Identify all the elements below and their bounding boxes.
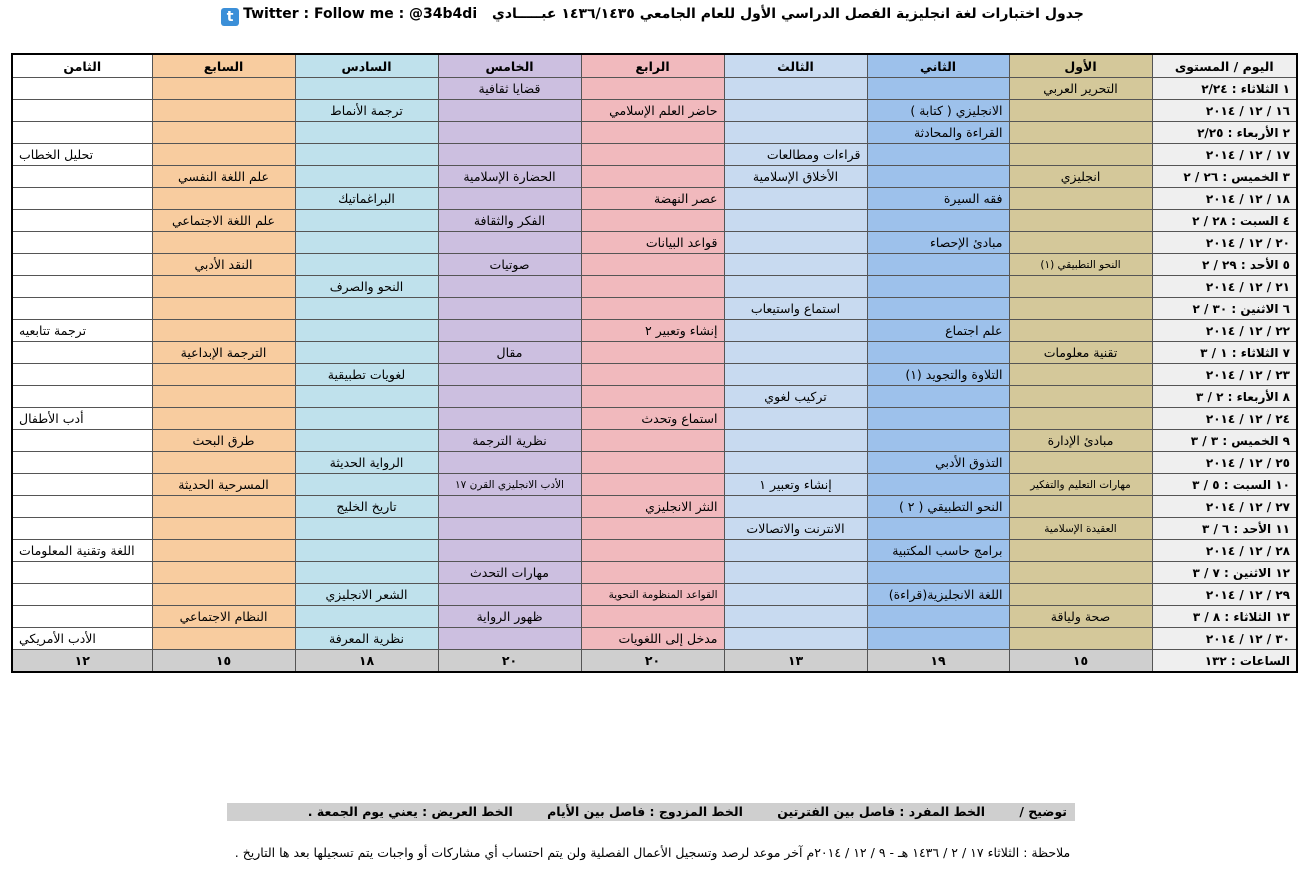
exam-cell-level-1: [1009, 584, 1152, 606]
exam-cell-level-5: [438, 320, 581, 342]
day-label: ١٢ الاثنين : ٧ / ٣: [1152, 562, 1297, 584]
hours-level-3: ١٣: [724, 650, 867, 673]
exam-cell-level-1: [1009, 540, 1152, 562]
exam-cell-level-2: [867, 144, 1009, 166]
exam-cell-level-8: [12, 276, 152, 298]
exam-cell-level-4: عصر النهضة: [581, 188, 724, 210]
day-date: ٢٨ / ١٢ / ٢٠١٤: [1152, 540, 1297, 562]
exam-cell-level-7: النقد الأدبي: [152, 254, 295, 276]
exam-cell-level-3: [724, 562, 867, 584]
day-3-period-2: [12, 188, 1297, 210]
day-7-period-1: [12, 342, 1297, 364]
exam-cell-level-5: [438, 496, 581, 518]
exam-cell-level-1: العقيدة الإسلامية: [1009, 518, 1152, 540]
day-label: ٦ الاثنين : ٣٠ / ٢: [1152, 298, 1297, 320]
exam-cell-level-7: [152, 276, 295, 298]
day-6-period-2: [12, 320, 1297, 342]
hours-total-label: الساعات : ١٣٢: [1152, 650, 1297, 673]
day-5-period-1: [12, 254, 1297, 276]
day-5-period-2: [12, 276, 1297, 298]
exam-cell-level-6: [295, 210, 438, 232]
exam-cell-level-4: القواعد المنظومة النحوية: [581, 584, 724, 606]
exam-cell-level-3: الأخلاق الإسلامية: [724, 166, 867, 188]
day-date: ٢٢ / ١٢ / ٢٠١٤: [1152, 320, 1297, 342]
exam-cell-level-1: انجليزي: [1009, 166, 1152, 188]
exam-cell-level-8: ترجمة تتابعيه: [12, 320, 152, 342]
exam-cell-level-7: علم اللغة النفسي: [152, 166, 295, 188]
exam-cell-level-7: [152, 628, 295, 650]
day-11-period-2: [12, 540, 1297, 562]
day-label: ٧ الثلاثاء : ١ / ٣: [1152, 342, 1297, 364]
col-header-level-8: الثامن: [12, 54, 152, 78]
exam-cell-level-2: [867, 386, 1009, 408]
col-header-level-1: الأول: [1009, 54, 1152, 78]
exam-cell-level-4: [581, 78, 724, 100]
exam-cell-level-5: مقال: [438, 342, 581, 364]
exam-cell-level-8: [12, 166, 152, 188]
exam-cell-level-3: تركيب لغوي: [724, 386, 867, 408]
exam-cell-level-6: [295, 474, 438, 496]
exam-cell-level-5: [438, 408, 581, 430]
exam-cell-level-7: [152, 518, 295, 540]
exam-cell-level-4: [581, 298, 724, 320]
day-label: ٨ الأربعاء : ٢ / ٣: [1152, 386, 1297, 408]
legend-bold-line: الخط العريض : يعني يوم الجمعة .: [307, 804, 513, 819]
exam-cell-level-1: تقنية معلومات: [1009, 342, 1152, 364]
exam-cell-level-6: نظرية المعرفة: [295, 628, 438, 650]
day-label: ١١ الأحد : ٦ / ٣: [1152, 518, 1297, 540]
exam-cell-level-7: [152, 364, 295, 386]
exam-cell-level-7: [152, 386, 295, 408]
day-date: ٢٥ / ١٢ / ٢٠١٤: [1152, 452, 1297, 474]
exam-cell-level-3: [724, 452, 867, 474]
exam-cell-level-8: أدب الأطفال: [12, 408, 152, 430]
legend-single-line: الخط المفرد : فاصل بين الفترتين: [777, 804, 985, 819]
note: ملاحظة : الثلاثاء ١٧ / ٢ / ١٤٣٦ هـ - ٩ / ١٢ / ٢٠١٤م آخر موعد لرصد وتسجيل الأعمال الفصلية ولن يتم احتساب أي مشاركات أو واجبات يتم تسجيلها بعد ها التاريخ .: [234, 845, 1071, 860]
day-date: ١٦ / ١٢ / ٢٠١٤: [1152, 100, 1297, 122]
exam-cell-level-8: [12, 452, 152, 474]
exam-cell-level-2: التلاوة والتجويد (١): [867, 364, 1009, 386]
exam-cell-level-4: [581, 166, 724, 188]
exam-cell-level-8: [12, 232, 152, 254]
exam-cell-level-5: صوتيات: [438, 254, 581, 276]
exam-cell-level-7: [152, 562, 295, 584]
exam-cell-level-4: [581, 606, 724, 628]
day-date: ٢٤ / ١٢ / ٢٠١٤: [1152, 408, 1297, 430]
exam-cell-level-6: الشعر الانجليزي: [295, 584, 438, 606]
exam-cell-level-1: [1009, 628, 1152, 650]
hours-level-4: ٢٠: [581, 650, 724, 673]
exam-cell-level-3: [724, 232, 867, 254]
exam-cell-level-8: [12, 430, 152, 452]
exam-cell-level-2: [867, 342, 1009, 364]
exam-cell-level-6: [295, 122, 438, 144]
hours-level-1: ١٥: [1009, 650, 1152, 673]
exam-schedule-table: [11, 53, 1298, 673]
exam-cell-level-3: [724, 364, 867, 386]
exam-cell-level-7: [152, 188, 295, 210]
col-header-level-2: الثاني: [867, 54, 1009, 78]
exam-cell-level-7: [152, 408, 295, 430]
day-label: ٢ الأربعاء : ٢/٢٥: [1152, 122, 1297, 144]
day-13-period-1: [12, 606, 1297, 628]
day-label: ٥ الأحد : ٢٩ / ٢: [1152, 254, 1297, 276]
exam-cell-level-3: [724, 430, 867, 452]
exam-cell-level-5: الأدب الانجليزي القرن ١٧: [438, 474, 581, 496]
exam-cell-level-8: اللغة وتقنية المعلومات: [12, 540, 152, 562]
exam-cell-level-3: قراءات ومطالعات: [724, 144, 867, 166]
exam-cell-level-2: [867, 78, 1009, 100]
exam-cell-level-3: [724, 100, 867, 122]
exam-cell-level-1: صحة ولياقة: [1009, 606, 1152, 628]
exam-cell-level-7: [152, 496, 295, 518]
exam-cell-level-2: [867, 276, 1009, 298]
day-7-period-2: [12, 364, 1297, 386]
exam-cell-level-1: [1009, 408, 1152, 430]
day-3-period-1: [12, 166, 1297, 188]
schedule-title: جدول اختبارات لغة انجليزية الفصل الدراسي الأول للعام الجامعي ١٤٣٦/١٤٣٥ عبـــــادي: [492, 6, 1084, 22]
exam-cell-level-2: فقه السيرة: [867, 188, 1009, 210]
exam-cell-level-3: [724, 408, 867, 430]
exam-cell-level-2: [867, 298, 1009, 320]
exam-cell-level-3: استماع واستيعاب: [724, 298, 867, 320]
exam-cell-level-4: [581, 386, 724, 408]
exam-cell-level-4: النثر الانجليزي: [581, 496, 724, 518]
exam-cell-level-8: [12, 342, 152, 364]
day-13-period-2: [12, 628, 1297, 650]
exam-cell-level-3: [724, 584, 867, 606]
day-9-period-1: [12, 430, 1297, 452]
day-9-period-2: [12, 452, 1297, 474]
exam-cell-level-6: تاريخ الخليج: [295, 496, 438, 518]
exam-cell-level-6: النحو والصرف: [295, 276, 438, 298]
exam-cell-level-7: [152, 100, 295, 122]
day-label: ١٣ الثلاثاء : ٨ / ٣: [1152, 606, 1297, 628]
exam-cell-level-7: [152, 144, 295, 166]
exam-cell-level-6: [295, 298, 438, 320]
exam-cell-level-4: [581, 122, 724, 144]
col-header-level-5: الخامس: [438, 54, 581, 78]
exam-cell-level-6: [295, 562, 438, 584]
day-date: ٢١ / ١٢ / ٢٠١٤: [1152, 276, 1297, 298]
exam-cell-level-5: [438, 452, 581, 474]
exam-cell-level-5: [438, 276, 581, 298]
exam-cell-level-8: [12, 210, 152, 232]
exam-cell-level-8: [12, 364, 152, 386]
col-header-level-7: السابع: [152, 54, 295, 78]
day-label: ٤ السبت : ٢٨ / ٢: [1152, 210, 1297, 232]
exam-cell-level-1: [1009, 232, 1152, 254]
exam-cell-level-2: برامج حاسب المكتبية: [867, 540, 1009, 562]
exam-cell-level-4: [581, 210, 724, 232]
day-4-period-2: [12, 232, 1297, 254]
exam-cell-level-3: [724, 122, 867, 144]
exam-cell-level-4: [581, 452, 724, 474]
exam-cell-level-6: [295, 518, 438, 540]
exam-cell-level-7: [152, 584, 295, 606]
exam-cell-level-2: علم اجتماع: [867, 320, 1009, 342]
exam-cell-level-5: [438, 584, 581, 606]
exam-cell-level-8: [12, 562, 152, 584]
day-date: ١٨ / ١٢ / ٢٠١٤: [1152, 188, 1297, 210]
exam-cell-level-7: النظام الاجتماعي: [152, 606, 295, 628]
exam-cell-level-1: [1009, 100, 1152, 122]
header-row: [12, 54, 1297, 78]
exam-cell-level-6: ترجمة الأنماط: [295, 100, 438, 122]
exam-cell-level-7: [152, 540, 295, 562]
exam-cell-level-8: [12, 254, 152, 276]
exam-cell-level-4: [581, 518, 724, 540]
exam-cell-level-8: [12, 298, 152, 320]
exam-cell-level-2: [867, 166, 1009, 188]
col-header-level-6: السادس: [295, 54, 438, 78]
day-6-period-1: [12, 298, 1297, 320]
exam-cell-level-7: [152, 298, 295, 320]
exam-cell-level-8: [12, 606, 152, 628]
exam-cell-level-4: مدخل إلى اللغويات: [581, 628, 724, 650]
day-date: ٢٩ / ١٢ / ٢٠١٤: [1152, 584, 1297, 606]
exam-cell-level-8: [12, 188, 152, 210]
exam-cell-level-3: [724, 254, 867, 276]
exam-cell-level-3: [724, 628, 867, 650]
exam-cell-level-2: [867, 430, 1009, 452]
exam-cell-level-3: [724, 342, 867, 364]
exam-cell-level-6: [295, 430, 438, 452]
exam-cell-level-7: [152, 122, 295, 144]
exam-cell-level-6: [295, 540, 438, 562]
day-12-period-2: [12, 584, 1297, 606]
exam-cell-level-7: [152, 232, 295, 254]
exam-cell-level-1: [1009, 452, 1152, 474]
exam-cell-level-5: [438, 100, 581, 122]
exam-cell-level-5: [438, 144, 581, 166]
exam-cell-level-5: [438, 518, 581, 540]
exam-cell-level-1: النحو التطبيقي (١): [1009, 254, 1152, 276]
exam-cell-level-8: [12, 518, 152, 540]
exam-cell-level-7: [152, 78, 295, 100]
exam-cell-level-5: ظهور الرواية: [438, 606, 581, 628]
day-date: ١٧ / ١٢ / ٢٠١٤: [1152, 144, 1297, 166]
exam-cell-level-1: [1009, 276, 1152, 298]
day-label: ١٠ السبت : ٥ / ٣: [1152, 474, 1297, 496]
exam-cell-level-8: تحليل الخطاب: [12, 144, 152, 166]
exam-cell-level-6: [295, 232, 438, 254]
day-date: ٢٧ / ١٢ / ٢٠١٤: [1152, 496, 1297, 518]
exam-cell-level-6: [295, 342, 438, 364]
exam-cell-level-6: [295, 78, 438, 100]
exam-cell-level-6: [295, 408, 438, 430]
exam-cell-level-6: [295, 166, 438, 188]
day-label: ٩ الخميس : ٣ / ٣: [1152, 430, 1297, 452]
exam-cell-level-3: [724, 606, 867, 628]
day-8-period-1: [12, 386, 1297, 408]
exam-cell-level-5: [438, 122, 581, 144]
day-1-period-2: [12, 100, 1297, 122]
twitter-handle: Twitter : Follow me : @34b4di: [243, 6, 478, 22]
exam-cell-level-4: قواعد البيانات: [581, 232, 724, 254]
exam-cell-level-7: الترجمة الإبداعية: [152, 342, 295, 364]
exam-cell-level-8: [12, 100, 152, 122]
exam-cell-level-5: [438, 298, 581, 320]
hours-row: [12, 650, 1297, 673]
exam-cell-level-2: التذوق الأدبي: [867, 452, 1009, 474]
hours-level-6: ١٨: [295, 650, 438, 673]
exam-cell-level-2: [867, 474, 1009, 496]
exam-cell-level-8: [12, 496, 152, 518]
exam-cell-level-5: [438, 364, 581, 386]
day-10-period-2: [12, 496, 1297, 518]
twitter-icon: t: [221, 8, 239, 26]
day-11-period-1: [12, 518, 1297, 540]
hours-level-8: ١٢: [12, 650, 152, 673]
day-label: ١ الثلاثاء : ٢/٢٤: [1152, 78, 1297, 100]
exam-cell-level-5: نظرية الترجمة: [438, 430, 581, 452]
exam-cell-level-8: الأدب الأمريكي: [12, 628, 152, 650]
hours-level-7: ١٥: [152, 650, 295, 673]
legend: [227, 803, 1075, 821]
exam-cell-level-2: [867, 562, 1009, 584]
day-12-period-1: [12, 562, 1297, 584]
exam-cell-level-4: [581, 342, 724, 364]
exam-cell-level-8: [12, 386, 152, 408]
exam-cell-level-8: [12, 474, 152, 496]
exam-cell-level-6: البراغماتيك: [295, 188, 438, 210]
exam-cell-level-1: [1009, 122, 1152, 144]
exam-cell-level-8: [12, 584, 152, 606]
exam-cell-level-1: [1009, 364, 1152, 386]
exam-cell-level-7: [152, 452, 295, 474]
exam-cell-level-6: لغويات تطبيقية: [295, 364, 438, 386]
exam-cell-level-2: [867, 518, 1009, 540]
day-date: ٢٣ / ١٢ / ٢٠١٤: [1152, 364, 1297, 386]
hours-level-2: ١٩: [867, 650, 1009, 673]
exam-cell-level-1: [1009, 386, 1152, 408]
exam-cell-level-3: [724, 320, 867, 342]
exam-cell-level-2: [867, 606, 1009, 628]
day-date: ٣٠ / ١٢ / ٢٠١٤: [1152, 628, 1297, 650]
col-header-level-3: الثالث: [724, 54, 867, 78]
exam-cell-level-4: [581, 540, 724, 562]
exam-cell-level-6: الرواية الحديثة: [295, 452, 438, 474]
exam-cell-level-1: [1009, 188, 1152, 210]
exam-cell-level-5: [438, 628, 581, 650]
exam-cell-level-7: طرق البحث: [152, 430, 295, 452]
exam-cell-level-6: [295, 254, 438, 276]
exam-cell-level-6: [295, 320, 438, 342]
exam-cell-level-2: النحو التطبيقي ( ٢ ): [867, 496, 1009, 518]
day-1-period-1: [12, 78, 1297, 100]
exam-cell-level-4: [581, 430, 724, 452]
title-bar: [0, 6, 1305, 32]
exam-cell-level-5: الحضارة الإسلامية: [438, 166, 581, 188]
exam-cell-level-1: [1009, 144, 1152, 166]
day-2-period-2: [12, 144, 1297, 166]
exam-cell-level-2: القراءة والمحادثة: [867, 122, 1009, 144]
exam-cell-level-4: [581, 254, 724, 276]
exam-cell-level-3: [724, 276, 867, 298]
col-header-day: اليوم / المستوى: [1152, 54, 1297, 78]
exam-cell-level-2: اللغة الانجليزية(قراءة): [867, 584, 1009, 606]
exam-cell-level-4: [581, 144, 724, 166]
exam-cell-level-4: [581, 276, 724, 298]
day-10-period-1: [12, 474, 1297, 496]
exam-cell-level-4: [581, 364, 724, 386]
day-8-period-2: [12, 408, 1297, 430]
exam-cell-level-1: [1009, 496, 1152, 518]
exam-cell-level-5: [438, 188, 581, 210]
exam-cell-level-5: [438, 540, 581, 562]
exam-cell-level-6: [295, 606, 438, 628]
day-4-period-1: [12, 210, 1297, 232]
exam-cell-level-3: [724, 496, 867, 518]
exam-cell-level-8: [12, 122, 152, 144]
day-date: ٢٠ / ١٢ / ٢٠١٤: [1152, 232, 1297, 254]
day-label: ٣ الخميس : ٢٦ / ٢: [1152, 166, 1297, 188]
exam-cell-level-3: [724, 188, 867, 210]
exam-cell-level-2: [867, 210, 1009, 232]
exam-cell-level-6: [295, 386, 438, 408]
exam-cell-level-5: [438, 232, 581, 254]
exam-cell-level-7: [152, 320, 295, 342]
exam-cell-level-5: قضايا ثقافية: [438, 78, 581, 100]
exam-cell-level-2: [867, 254, 1009, 276]
exam-cell-level-1: [1009, 320, 1152, 342]
exam-cell-level-3: [724, 210, 867, 232]
exam-cell-level-6: [295, 144, 438, 166]
exam-cell-level-1: مهارات التعليم والتفكير: [1009, 474, 1152, 496]
exam-cell-level-3: [724, 540, 867, 562]
legend-prefix: توضيح /: [1019, 804, 1067, 819]
exam-cell-level-3: [724, 78, 867, 100]
col-header-level-4: الرابع: [581, 54, 724, 78]
schedule-body: [12, 78, 1297, 673]
exam-cell-level-2: الانجليزي ( كتابة ): [867, 100, 1009, 122]
hours-level-5: ٢٠: [438, 650, 581, 673]
exam-cell-level-2: [867, 628, 1009, 650]
exam-cell-level-3: الانترنت والاتصالات: [724, 518, 867, 540]
exam-cell-level-4: إنشاء وتعبير ٢: [581, 320, 724, 342]
exam-cell-level-4: حاضر العلم الإسلامي: [581, 100, 724, 122]
exam-cell-level-1: [1009, 298, 1152, 320]
exam-cell-level-5: مهارات التحدث: [438, 562, 581, 584]
exam-cell-level-4: [581, 562, 724, 584]
exam-cell-level-1: التحرير العربي: [1009, 78, 1152, 100]
twitter-handle-group: [221, 6, 477, 26]
exam-cell-level-7: المسرحية الحديثة: [152, 474, 295, 496]
day-2-period-1: [12, 122, 1297, 144]
exam-cell-level-5: [438, 386, 581, 408]
exam-cell-level-5: الفكر والثقافة: [438, 210, 581, 232]
exam-cell-level-4: [581, 474, 724, 496]
exam-cell-level-8: [12, 78, 152, 100]
exam-cell-level-1: [1009, 562, 1152, 584]
exam-cell-level-7: علم اللغة الاجتماعي: [152, 210, 295, 232]
exam-cell-level-4: استماع وتحدث: [581, 408, 724, 430]
legend-double-line: الخط المزدوج : فاصل بين الأيام: [547, 804, 743, 819]
exam-cell-level-2: مبادئ الإحصاء: [867, 232, 1009, 254]
exam-cell-level-1: [1009, 210, 1152, 232]
exam-cell-level-3: إنشاء وتعبير ١: [724, 474, 867, 496]
exam-cell-level-1: مبادئ الإدارة: [1009, 430, 1152, 452]
exam-cell-level-2: [867, 408, 1009, 430]
